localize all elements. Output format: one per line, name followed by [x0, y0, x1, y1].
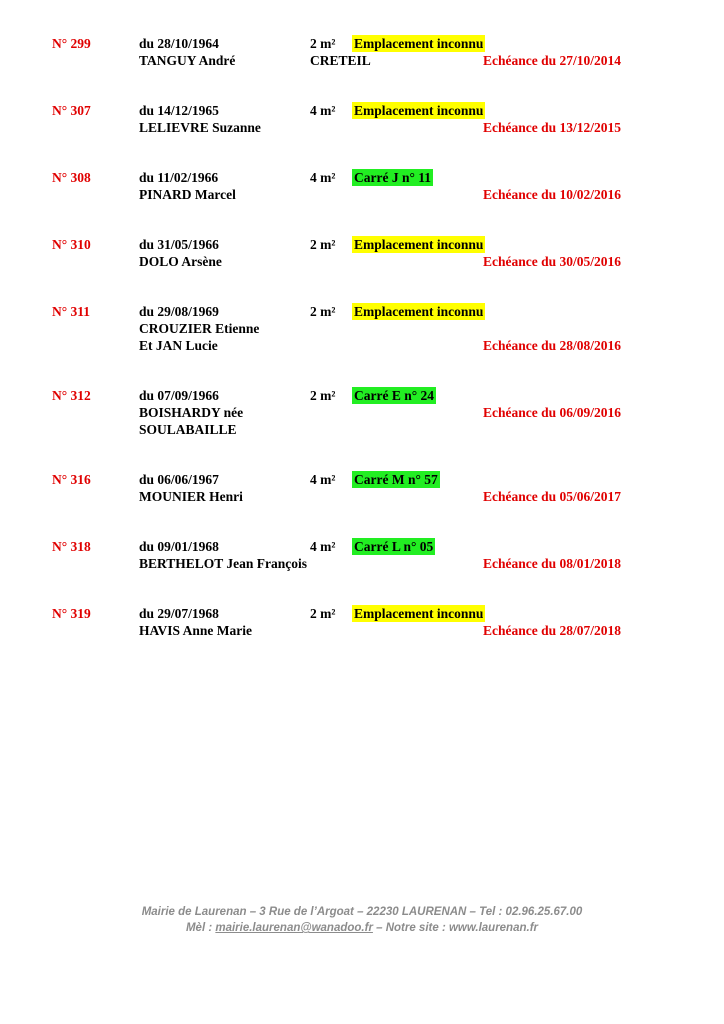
holder-name: BERTHELOT Jean François [139, 556, 308, 571]
holder-name: DOLO Arsène [139, 254, 222, 269]
concession-area: 2 m² [310, 237, 336, 252]
holder-name: HAVIS Anne Marie [139, 623, 253, 638]
concession-number: N° 316 [52, 472, 91, 487]
location-badge: Emplacement inconnu [354, 304, 484, 319]
concession-date: du 07/09/1966 [139, 388, 219, 403]
concession-area: 2 m² [310, 388, 336, 403]
holder-name: LELIEVRE Suzanne [139, 120, 261, 135]
holder-city: CRETEIL [310, 53, 371, 68]
concession-number: N° 311 [52, 304, 91, 319]
footer-site: – Notre site : www.laurenan.fr [372, 922, 539, 934]
concession-area: 2 m² [310, 304, 336, 319]
location-badge: Carré E n° 24 [354, 388, 435, 403]
footer-address: Mairie de Laurenan – 3 Rue de l’Argoat – 22230 LAURENAN – Tel : 02.96.25.67.00 [141, 906, 583, 918]
location-badge: Emplacement inconnu [354, 237, 484, 252]
holder-name: SOULABAILLE [139, 422, 237, 437]
concession-number: N° 308 [52, 170, 91, 185]
concession-number: N° 312 [52, 388, 91, 403]
location-badge: Emplacement inconnu [354, 36, 484, 51]
expiry-date: Echéance du 30/05/2016 [483, 254, 622, 269]
location-badge: Carré L n° 05 [354, 539, 434, 554]
expiry-date: Echéance du 28/07/2018 [483, 623, 622, 638]
concession-date: du 09/01/1968 [139, 539, 219, 554]
holder-name: CROUZIER Etienne [139, 321, 260, 336]
concession-number: N° 299 [52, 36, 91, 51]
holder-name: Et JAN Lucie [139, 338, 218, 353]
concession-area: 4 m² [310, 103, 336, 118]
location-badge: Carré M n° 57 [354, 472, 438, 487]
expiry-date: Echéance du 05/06/2017 [483, 489, 622, 504]
location-badge: Emplacement inconnu [354, 606, 484, 621]
expiry-date: Echéance du 08/01/2018 [483, 556, 622, 571]
concession-area: 4 m² [310, 170, 336, 185]
expiry-date: Echéance du 27/10/2014 [483, 53, 622, 68]
concession-number: N° 319 [52, 606, 91, 621]
concession-date: du 06/06/1967 [139, 472, 219, 487]
holder-name: PINARD Marcel [139, 187, 236, 202]
concession-date: du 31/05/1966 [139, 237, 219, 252]
concession-area: 2 m² [310, 36, 336, 51]
concession-date: du 29/08/1969 [139, 304, 219, 319]
concession-date: du 14/12/1965 [139, 103, 219, 118]
concession-number: N° 307 [52, 103, 91, 118]
concession-number: N° 318 [52, 539, 91, 554]
concession-date: du 29/07/1968 [139, 606, 219, 621]
holder-name: TANGUY André [139, 53, 236, 68]
footer [0, 904, 724, 936]
holder-name: BOISHARDY née [139, 405, 244, 420]
concession-number: N° 310 [52, 237, 91, 252]
concession-date: du 11/02/1966 [139, 170, 219, 185]
expiry-date: Echéance du 10/02/2016 [483, 187, 622, 202]
location-badge: Emplacement inconnu [354, 103, 484, 118]
footer-mail-label: Mèl : [185, 922, 216, 934]
concession-area: 2 m² [310, 606, 336, 621]
footer-contact [0, 920, 724, 936]
holder-name: MOUNIER Henri [139, 489, 243, 504]
concession-area: 4 m² [310, 539, 336, 554]
location-badge: Carré J n° 11 [354, 170, 432, 185]
expiry-date: Echéance du 28/08/2016 [483, 338, 622, 353]
concession-area: 4 m² [310, 472, 336, 487]
footer-email-link[interactable]: mairie.laurenan@wanadoo.fr [215, 922, 373, 934]
expiry-date: Echéance du 06/09/2016 [483, 405, 622, 420]
concession-date: du 28/10/1964 [139, 36, 219, 51]
expiry-date: Echéance du 13/12/2015 [483, 120, 622, 135]
